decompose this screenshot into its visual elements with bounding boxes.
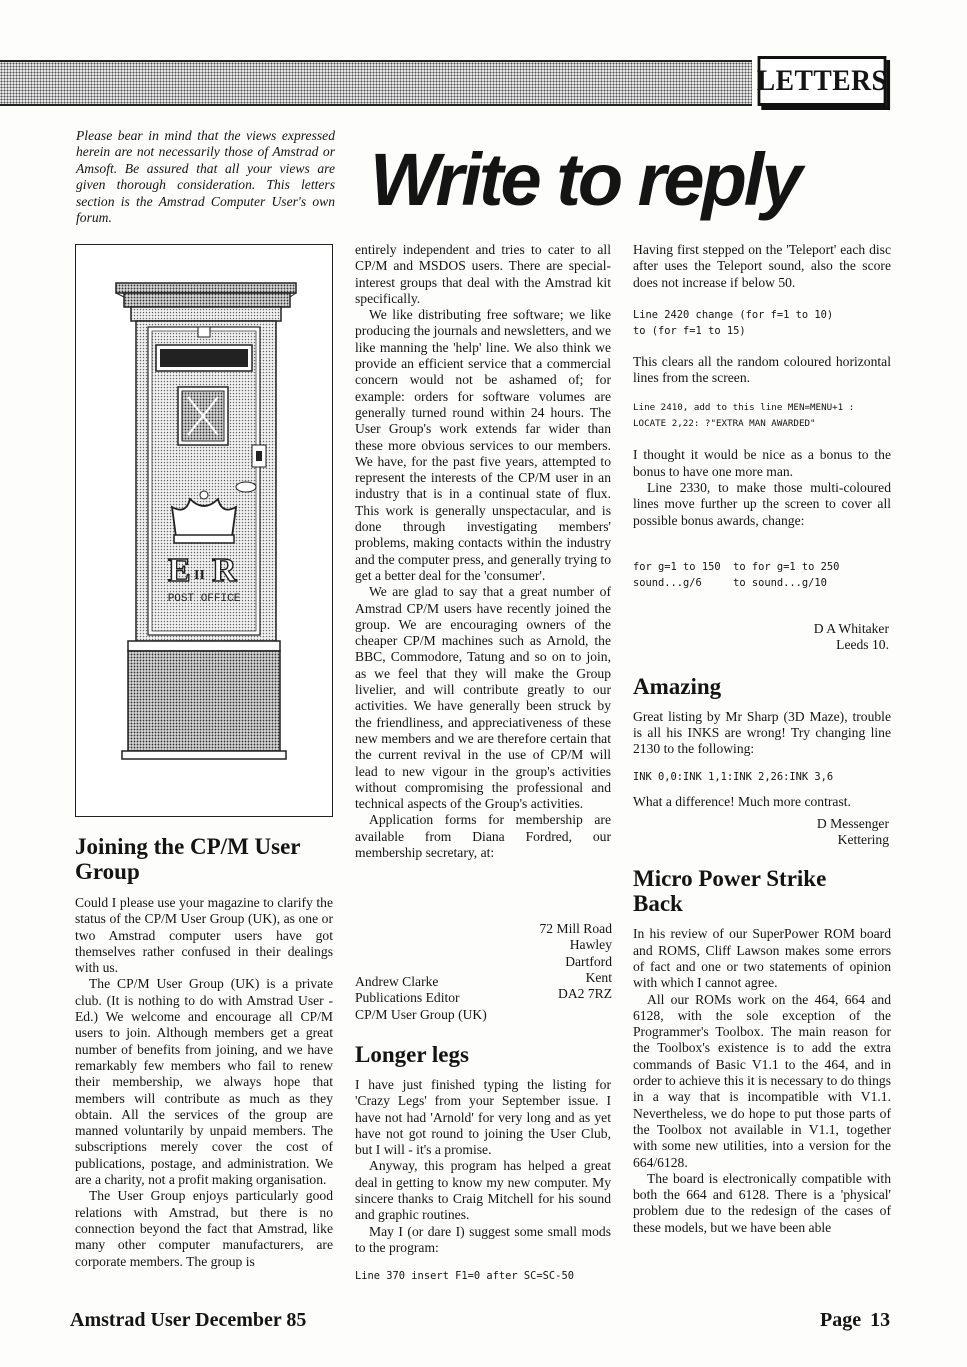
column-1 — [75, 834, 333, 1270]
letter-title-cpm: Joining the CP/M User Group — [75, 834, 301, 884]
post-box-icon — [76, 245, 332, 816]
paragraph: Line 2330, to make those multi-coloured lines move further up the screen to cover all possible bonus awards, change: — [633, 480, 891, 528]
monogram-mid: II — [194, 568, 205, 583]
paragraph: The User Group enjoys particularly good relations with Amstrad, but there is no connection beyond the fact that Amstrad, like many other computer manufacturers, are corporate members. The group is — [75, 1188, 333, 1269]
paragraph: We are glad to say that a great number of Amstrad CP/M users have recently joined the group. We are encouraging owners of the cheaper CP/M machines such as Arnold, the BBC, Commodore, Tatung and so on to join, as we feel that they will make the Group livelier, and will contribute greatly to our activities. We have generally been struck by the friendliness, and appreciativeness of these new members and we are therefore certain that the current revival in the use of CP/M will lead to new vigour in the group's activities without compromising the professional and technical aspects of the Group's activities. — [355, 584, 611, 812]
signature-line: Leeds 10. — [836, 637, 889, 653]
signature-amazing — [633, 816, 891, 849]
post-box-illustration — [75, 244, 333, 817]
letter-longer-legs — [355, 1042, 611, 1284]
paragraph: entirely independent and tries to cater to all CP/M and MSDOS users. There are special-interest groups that deal with the Amstrad kit specifically. — [355, 242, 611, 306]
disclaimer: Please bear in mind that the views expressed herein are not necessarily those of Amstrad or Amsoft. Be assured that all your views are given thorough consideration. This letters section is the Amstrad Computer User's own forum. — [76, 128, 335, 226]
address-line: 72 Mill Road — [539, 921, 612, 936]
code-listing: Line 2410, add to this line MEN=MENU+1 : LOCATE 2,22: ?"EXTRA MAN AWARDED" — [633, 402, 855, 430]
letter-title-legs: Longer legs — [355, 1042, 469, 1067]
paragraph: I thought it would be nice as a bonus to the bonus to have one more man. — [633, 447, 891, 479]
paragraph: Anyway, this program has helped a great deal in getting to know my new computer. My sincere thanks to Craig Mitchell for his sound and graphic routines. — [355, 1158, 611, 1223]
column-2 — [355, 242, 611, 861]
paragraph: Great listing by Mr Sharp (3D Maze), trouble is all his INKS are wrong! Try changing line 2130 to the following: — [633, 708, 891, 757]
address-line: DA2 7RZ — [558, 986, 612, 1002]
paragraph: In his review of our SuperPower ROM board and ROMS, Cliff Lawson makes some errors of fact and one or two statements of opinion with which I cannot agree. — [633, 926, 891, 991]
paragraph: This clears all the random coloured horizontal lines from the screen. — [633, 353, 891, 386]
column-3 — [633, 242, 891, 1236]
header-band — [0, 60, 752, 106]
paragraph: What a difference! Much more contrast. — [633, 794, 851, 810]
address-line: Kent — [585, 969, 612, 985]
signature-line: D Messenger — [816, 815, 889, 831]
monogram-left: E — [168, 552, 191, 589]
paragraph: Could I please use your magazine to clarify the status of the CP/M User Group (UK), as one or two Amstrad computer users have got themselves rather confused in their dealings with us. — [75, 895, 333, 976]
post-office-caption: POST OFFICE — [167, 593, 241, 605]
paragraph: I have just finished typing the listing for 'Crazy Legs' from your September issue. I have not had 'Arnold' for very long and as yet have not got round to joining the User Club, but I will - it's a promise. — [355, 1077, 611, 1158]
paragraph: The CP/M User Group (UK) is a private club. (It is nothing to do with Amstrad User - Ed.) We welcome and encourage all CP/M users to join. Although members get a great number of benefits from joining, and we have remarkably few members who fail to renew their membership, we always hope that members will contribute as much as they obtain. All the services of the group are manned voluntarily by unpaid members. The subscriptions merely cover the cost of publications, postage, and administration. We are a charity, not a profit making organisation. — [75, 976, 333, 1188]
code-listing: Line 370 insert F1=0 after SC=SC-50 — [355, 1270, 574, 1283]
code-listing: INK 0,0:INK 1,1:INK 2,26:INK 3,6 — [633, 771, 834, 784]
signature-legs — [633, 621, 891, 654]
code-listing: Line 2420 change (for f=1 to 10) to (for f=1 to 15) — [633, 308, 834, 337]
code-listing: for g=1 to 150 to for g=1 to 250 sound...g/6 to sound...g/10 — [633, 560, 840, 589]
signature-line: Publications Editor — [355, 990, 460, 1006]
signature-cpm — [355, 974, 505, 1023]
page-headline: Write to reply — [370, 138, 800, 221]
paragraph: Application forms for membership are available from Diana Fordred, our membership secretary, at: — [355, 812, 611, 860]
footer-issue: Amstrad User December 85 — [70, 1309, 307, 1331]
paragraph: May I (or dare I) suggest some small mods to the program: — [355, 1223, 611, 1255]
paragraph: Having first stepped on the 'Teleport' each disc after uses the Teleport sound, also the score does not increase if below 50. — [633, 242, 891, 290]
signature-line: CP/M User Group (UK) — [355, 1006, 487, 1022]
address-line: Dartford — [565, 953, 612, 969]
signature-line: Kettering — [837, 832, 889, 848]
monogram-right: R — [212, 552, 237, 589]
letter-title-amazing: Amazing — [633, 673, 722, 699]
letter-title-micro: Micro Power Strike Back — [633, 866, 827, 917]
signature-line: D A Whitaker — [813, 620, 889, 636]
address-line: Hawley — [569, 937, 612, 953]
footer-page-number: Page 13 — [820, 1309, 891, 1331]
paragraph: All our ROMs work on the 464, 664 and 6128, with the sole exception of the Programmer's Toolbox. The main reason for the Toolbox's existence is to add the extra commands of Basic V1.1 to the 464, and in order to achieve this it is necessary to do things in a way that is incompatible with V1.1. Nevertheless, we do hope to put those parts of the Toolbox not available in V1.1, together with some new utilities, into a version for the 664/6128. — [633, 991, 891, 1170]
section-tag: LETTERS — [758, 56, 887, 106]
signature-line: Andrew Clarke — [355, 974, 439, 989]
paragraph: We like distributing free software; we like producing the journals and newsletters, and we like manning the 'help' line. We also think we provide an efficient service that a commercial concern would not be ashamed of; for example: orders for software volumes are generally turned round within 24 hours. The User Group's work extends far wider than these more obvious services to our members. We have, for the past five years, attempted to represent the interests of the CP/M user in an industry that is in a continual state of flux. This work is generally unspectacular, and is done through investigating members' problems, making contacts within the industry and the computer press, and generally trying to get a better deal for the 'consumer'. — [355, 307, 611, 583]
paragraph: The board is electronically compatible with both the 664 and 6128. There is a 'physical' problem due to the redesign of the cases of these models, but we have been able — [633, 1170, 891, 1235]
